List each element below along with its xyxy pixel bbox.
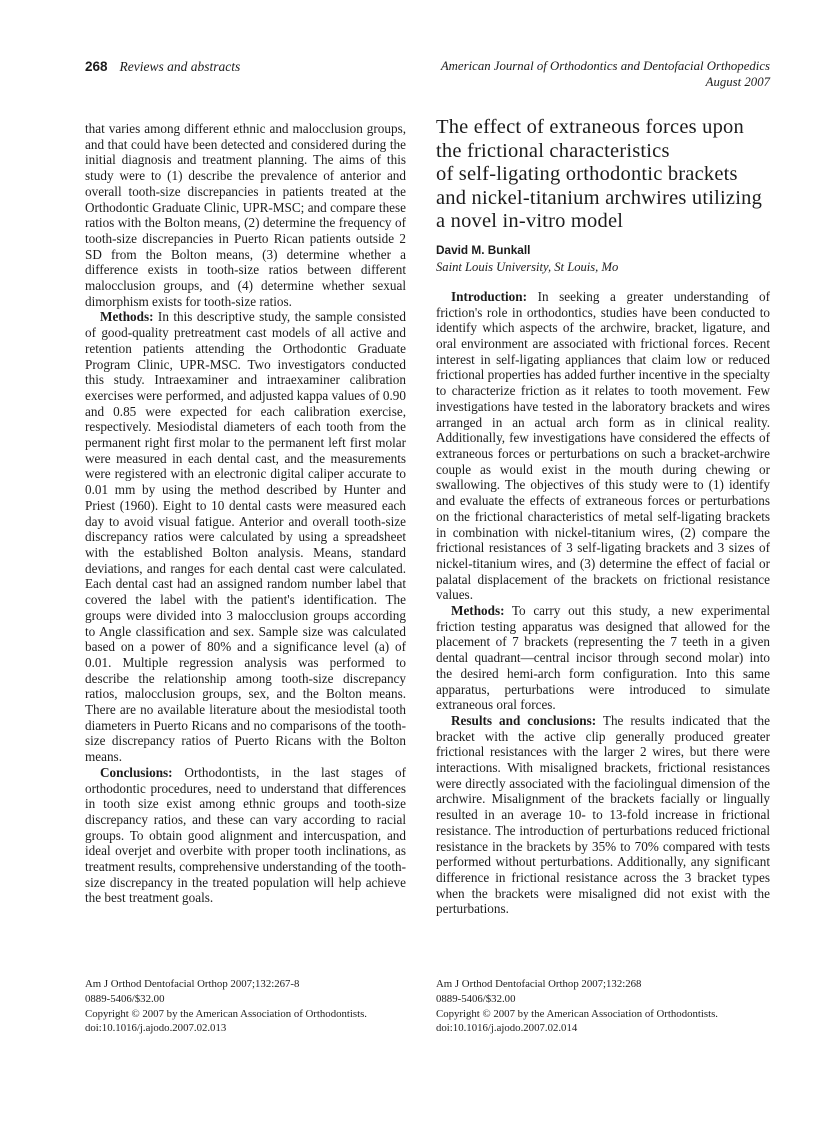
citation-line: Copyright © 2007 by the American Association of Orthodontists. bbox=[85, 1007, 367, 1020]
methods-text: To carry out this study, a new experimental friction testing apparatus was designed that allowed for the placement of 7 brackets (representing the 7 teeth in a given dental quadrant—central incisor through second molar) into the desired hemi-arch form configuration. Into this same apparatus, perturbations were introduced to simulate extraneous oral forces. bbox=[436, 603, 770, 713]
article-title-line: The effect of extraneous forces upon bbox=[436, 116, 744, 138]
page-number: 268 bbox=[85, 59, 108, 74]
results-conclusions-text: The results indicated that the bracket with the active clip generally produced greater frictional resistances with the larger 2 wires, but there were interactions. With misaligned brackets, frictional resistances were directly associated with the faciolingual dimension of the archwire. Misalignment of the brackets facially or lingually resulted in an average 10- to 13-fold increase in frictional resistance. The introduction of perturbations reduced frictional resistance in the brackets by 35% to 70% compared with tests performed without perturbations. Additionally, any significant difference in frictional resistance across the 3 bracket types when the brackets were misaligned did not exist with the perturbations. bbox=[436, 712, 770, 917]
citation-line: Am J Orthod Dentofacial Orthop 2007;132:268 bbox=[436, 978, 642, 990]
abstract-body bbox=[436, 289, 770, 917]
article-title-line: and nickel-titanium archwires utilizing bbox=[436, 186, 763, 209]
results-conclusions-label: Results and conclusions: bbox=[451, 712, 597, 728]
running-head-right bbox=[441, 59, 770, 90]
conclusions-paragraph bbox=[85, 765, 406, 906]
section-title: Reviews and abstracts bbox=[119, 59, 241, 74]
citation-line: doi:10.1016/j.ajodo.2007.02.014 bbox=[436, 1022, 578, 1035]
right-column bbox=[436, 116, 770, 917]
running-head-left bbox=[85, 59, 240, 75]
article-title-line: of self-ligating orthodontic brackets bbox=[436, 163, 738, 186]
issue-date: August 2007 bbox=[705, 74, 770, 89]
methods-paragraph bbox=[436, 603, 770, 713]
citation-line: Am J Orthod Dentofacial Orthop 2007;132:267-8 bbox=[85, 978, 300, 990]
methods-paragraph bbox=[85, 309, 406, 764]
author-name: David M. Bunkall bbox=[436, 242, 531, 257]
citation-line: Copyright © 2007 by the American Association of Orthodontists. bbox=[436, 1007, 718, 1020]
methods-text: In this descriptive study, the sample consisted of good-quality pretreatment cast models of all active and retention patients attending the Orthodontic Graduate Program Clinic, UPR-MSC. Two investigators conducted this study. Intraexaminer and intraexaminer calibration exercises were performed, and adjusted kappa values of 0.90 and 0.85 were expected for each calibration exercise, respectively. Mesiodistal diameters of each tooth from the permanent right first molar to the permanent left first molar were measured in each dental cast, and the measurements were registered with an electronic digital caliper accurate to 0.01 mm by using the method described by Hunter and Priest (1960). Eight to 10 dental casts were measured each day to avoid visual fatigue. Anterior and overall tooth-size discrepancy ratios were calculated by using a spreadsheet with the established Bolton analysis. Means, standard deviations, and ranges for each dental cast were calculated. Each dental cast had an assigned random number label that covered the label with the patient's identification. The groups were divided into 3 malocclusion groups according to Angle classification and sex. Sample size was calculated based on a power of 80% and a significance level (a) of 0.01. Multiple regression analysis was performed to describe the relationship among tooth-size discrepancy ratios, malocclusion groups, sex, and the Bolton means. There are no available literature about the mesiodistal tooth diameters in Puerto Ricans and no comparisons of the tooth-size discrepancy ratios of Puerto Ricans with the Bolton means. bbox=[85, 309, 406, 765]
citation-line: doi:10.1016/j.ajodo.2007.02.013 bbox=[85, 1022, 227, 1035]
article-title-line: the frictional characteristics bbox=[436, 139, 670, 162]
journal-name: American Journal of Orthodontics and Dentofacial Orthopedics bbox=[440, 59, 770, 73]
continuation-paragraph: that varies among different ethnic and malocclusion groups, and that could have been detected and considered during the initial diagnosis and treatment planning. The aims of this study were to (1) describe the prevalence of anterior and overall tooth-size discrepancies in patients treated at the Orthodontic Graduate Clinic, UPR-MSC; and compare these ratios with the Bolton means, (2) determine the frequency of tooth-size discrepancies in Puerto Rican patients outside 2 SD from the Bolton means, (3) determine whether a difference exists in tooth-size ratios between different malocclusion groups, and (4) determine whether sexual dimorphism exists for tooth-size ratios. bbox=[85, 121, 406, 309]
citation-line: 0889-5406/$32.00 bbox=[436, 992, 516, 1005]
citation-line: 0889-5406/$32.00 bbox=[85, 992, 165, 1005]
citation-block-right bbox=[436, 977, 776, 1036]
introduction-paragraph bbox=[436, 289, 770, 603]
conclusions-label: Conclusions: bbox=[100, 764, 173, 780]
conclusions-text: Orthodontists, in the last stages of orthodontic procedures, need to understand that differences in tooth size exist among ethnic groups and tooth-size discrepancy ratios, and these can vary according to racial groups. To obtain good alignment and intercuspation, and ideal overjet and overbite with proper tooth inclinations, as treatment results, comprehensive understanding of the tooth-size discrepancy in the treated population will help achieve the best treatment goals. bbox=[85, 764, 407, 906]
author-affiliation: Saint Louis University, St Louis, Mo bbox=[436, 259, 619, 274]
results-conclusions-paragraph bbox=[436, 713, 770, 917]
article-title bbox=[436, 116, 770, 234]
introduction-label: Introduction: bbox=[451, 288, 527, 304]
methods-label: Methods: bbox=[100, 309, 154, 325]
introduction-text: In seeking a greater understanding of friction's role in orthodontics, studies have been conducted to identify which aspects of the archwire, bracket, ligature, and oral environment are associated with frictional forces. Recent interest in self-ligating appliances that claim low or reduced frictional properties has added further incentive in the specialty to characterize friction as it relates to tooth movement. Few investigations have tested in the laboratory brackets and wires arranged in an actual arch form as in clinical reality. Additionally, few investigations have considered the effects of extraneous forces or perturbations on such a bracket-archwire couple as would exist in the mouth during chewing or swallowing. The objectives of this study were to (1) identify and evaluate the effects of extraneous forces or perturbations on the frictional characteristics of metal self-ligating brackets in combination with nickel-titanium wires, (2) compare the frictional resistances of 3 self-ligating brackets and 3 sizes of nickel-titanium wires, and (3) determine the effect of facial or palatal displacement of the brackets on frictional resistance values. bbox=[436, 288, 770, 603]
left-column bbox=[85, 121, 406, 906]
citation-block-left bbox=[85, 977, 415, 1036]
methods-label: Methods: bbox=[451, 603, 505, 619]
article-title-line: a novel in-vitro model bbox=[436, 210, 624, 233]
